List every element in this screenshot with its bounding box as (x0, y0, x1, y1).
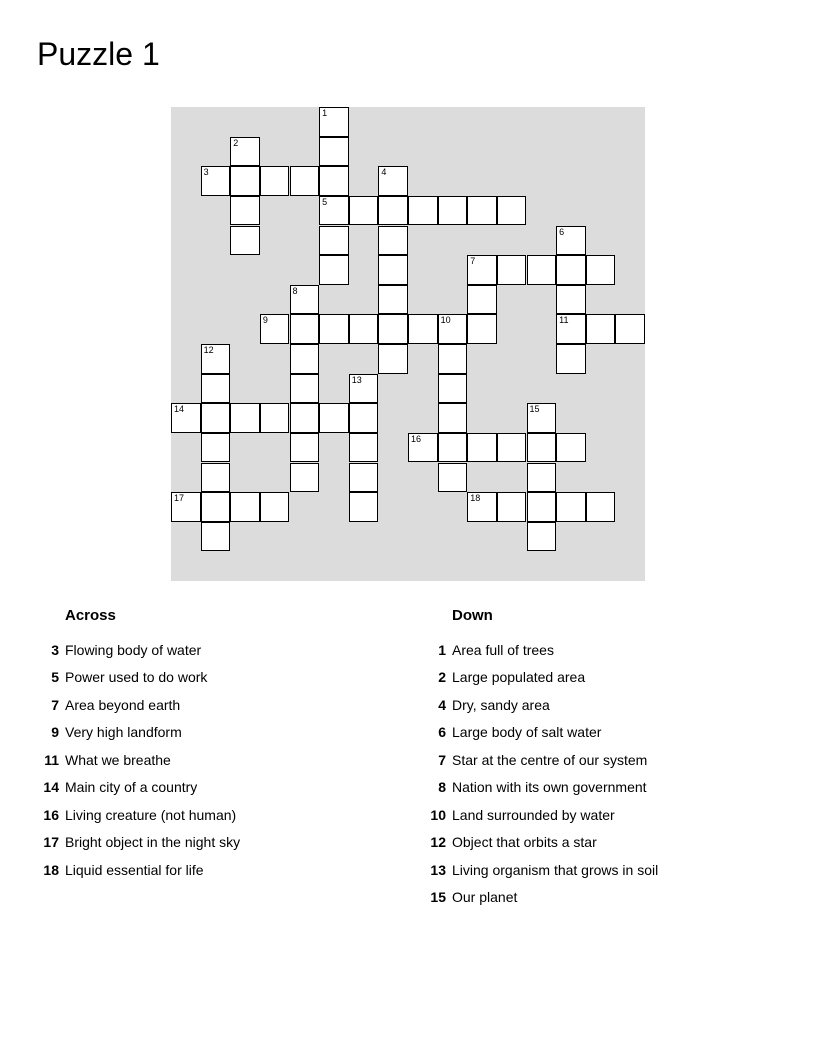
clue-number: 2 (438, 669, 446, 686)
grid-cell[interactable] (260, 403, 290, 433)
clue-text: Main city of a country (65, 779, 198, 796)
clue-item (420, 746, 780, 774)
clue-item (33, 691, 393, 719)
grid-cell[interactable] (378, 344, 408, 374)
cell-number: 8 (292, 285, 298, 296)
grid-cell[interactable] (171, 403, 201, 433)
clue-text: Star at the centre of our system (452, 751, 648, 768)
grid-cell[interactable] (349, 463, 379, 493)
crossword-grid (171, 107, 645, 581)
grid-cell[interactable] (201, 344, 231, 374)
clue-number: 7 (51, 696, 59, 713)
clue-text: Area beyond earth (65, 696, 181, 713)
clue-text: Our planet (452, 889, 518, 906)
grid-cell[interactable] (438, 314, 468, 344)
cell-number: 13 (351, 374, 362, 385)
clue-item (33, 746, 393, 774)
clue-text: Nation with its own government (452, 779, 647, 796)
cell-number: 7 (470, 256, 476, 267)
clue-number: 14 (43, 779, 59, 796)
clue-text: Power used to do work (65, 669, 208, 686)
grid-cell[interactable] (230, 492, 260, 522)
clue-item (420, 829, 780, 857)
page-title: Puzzle 1 (37, 36, 160, 72)
cell-number: 12 (203, 345, 214, 355)
clue-item (420, 884, 780, 912)
clue-text: Living creature (not human) (65, 806, 237, 823)
grid-cell[interactable] (556, 226, 586, 256)
grid-cell[interactable] (586, 255, 616, 285)
cell-number: 2 (233, 137, 239, 148)
across-clue-list (33, 636, 393, 884)
grid-cell[interactable] (201, 433, 231, 463)
cell-number: 1 (322, 108, 328, 118)
grid-cell[interactable] (438, 196, 468, 226)
clue-text: Object that orbits a star (452, 834, 597, 851)
clue-text: Large body of salt water (452, 724, 602, 741)
grid-cell[interactable] (467, 492, 497, 522)
grid-cell[interactable] (171, 492, 201, 522)
cell-number: 18 (470, 493, 481, 504)
grid-cell[interactable] (290, 433, 320, 463)
grid-cell[interactable] (319, 314, 349, 344)
clue-item (420, 664, 780, 692)
cell-number: 6 (559, 226, 565, 237)
clue-item (420, 801, 780, 829)
cell-number: 5 (322, 196, 328, 207)
clue-number: 18 (43, 861, 59, 878)
clue-number: 13 (430, 861, 446, 878)
grid-cell[interactable] (230, 226, 260, 256)
clue-text: Dry, sandy area (452, 696, 550, 713)
grid-cell[interactable] (290, 285, 320, 315)
clue-number: 1 (438, 641, 446, 658)
grid-cell[interactable] (290, 344, 320, 374)
grid-cell[interactable] (527, 463, 557, 493)
grid-cell[interactable] (349, 492, 379, 522)
grid-cell[interactable] (201, 492, 231, 522)
grid-cell[interactable] (290, 463, 320, 493)
clue-item (33, 829, 393, 857)
grid-cell[interactable] (527, 403, 557, 433)
clue-item (420, 636, 780, 664)
grid-cell[interactable] (527, 255, 557, 285)
grid-cell[interactable] (378, 196, 408, 226)
grid-cell[interactable] (201, 522, 231, 552)
cell-number: 16 (411, 433, 422, 444)
clue-number: 12 (430, 834, 446, 851)
grid-cell[interactable] (349, 314, 379, 344)
grid-cell[interactable] (290, 403, 320, 433)
clue-number: 16 (43, 806, 59, 823)
grid-cell[interactable] (378, 314, 408, 344)
clue-item (420, 691, 780, 719)
clue-number: 15 (430, 889, 446, 906)
clue-number: 11 (44, 751, 59, 768)
grid-cell[interactable] (230, 403, 260, 433)
grid-cell[interactable] (556, 492, 586, 522)
grid-cell[interactable] (378, 166, 408, 196)
grid-cell[interactable] (586, 492, 616, 522)
grid-cell[interactable] (290, 374, 320, 404)
grid-cell[interactable] (230, 196, 260, 226)
clue-item (420, 774, 780, 802)
grid-cell[interactable] (260, 492, 290, 522)
cell-number: 9 (262, 315, 268, 326)
clue-text: Very high landform (65, 724, 182, 741)
clue-text: Flowing body of water (65, 641, 202, 658)
clue-text: Large populated area (452, 669, 586, 686)
grid-cell[interactable] (438, 374, 468, 404)
cell-number: 3 (203, 167, 209, 178)
clue-number: 17 (43, 834, 59, 851)
grid-cell[interactable] (438, 433, 468, 463)
grid-cell[interactable] (408, 433, 438, 463)
down-heading: Down (452, 607, 493, 624)
across-clues (33, 604, 393, 884)
clue-number: 5 (51, 669, 59, 686)
clue-item (33, 774, 393, 802)
grid-cell[interactable] (438, 463, 468, 493)
clue-item (33, 636, 393, 664)
grid-cell[interactable] (556, 344, 586, 374)
grid-cell[interactable] (527, 492, 557, 522)
clue-item (33, 719, 393, 747)
across-heading: Across (65, 607, 116, 624)
grid-cell[interactable] (556, 255, 586, 285)
clue-number: 10 (430, 806, 446, 823)
grid-cell[interactable] (290, 314, 320, 344)
clue-text: Area full of trees (452, 641, 554, 658)
grid-cell[interactable] (201, 403, 231, 433)
clue-item (420, 719, 780, 747)
grid-cell[interactable] (497, 433, 527, 463)
grid-cell[interactable] (349, 196, 379, 226)
clue-item (33, 664, 393, 692)
grid-cell[interactable] (497, 492, 527, 522)
grid-cell[interactable] (497, 255, 527, 285)
grid-cell[interactable] (319, 166, 349, 196)
cell-number: 17 (174, 493, 185, 504)
grid-cell[interactable] (349, 403, 379, 433)
grid-cell[interactable] (319, 196, 349, 226)
down-clues (420, 604, 780, 911)
clue-number: 7 (438, 751, 446, 768)
grid-cell[interactable] (319, 107, 349, 137)
clue-number: 8 (438, 779, 446, 796)
grid-cell[interactable] (319, 137, 349, 167)
grid-cell[interactable] (467, 196, 497, 226)
down-clue-list (420, 636, 780, 911)
cell-number: 15 (529, 404, 540, 415)
grid-cell[interactable] (408, 314, 438, 344)
grid-cell[interactable] (201, 166, 231, 196)
grid-cell[interactable] (230, 166, 260, 196)
clue-number: 4 (438, 696, 446, 713)
grid-cell[interactable] (556, 285, 586, 315)
grid-cell[interactable] (467, 314, 497, 344)
grid-cell[interactable] (497, 196, 527, 226)
grid-cell[interactable] (349, 433, 379, 463)
grid-cell[interactable] (556, 314, 586, 344)
clue-text: What we breathe (65, 751, 171, 768)
grid-cell[interactable] (378, 285, 408, 315)
grid-cell[interactable] (527, 433, 557, 463)
clue-item (420, 856, 780, 884)
clue-number: 6 (438, 724, 446, 741)
grid-cell[interactable] (438, 344, 468, 374)
grid-cell[interactable] (408, 196, 438, 226)
grid-cell[interactable] (290, 166, 320, 196)
grid-cell[interactable] (438, 403, 468, 433)
cell-number: 4 (381, 167, 387, 178)
clue-number: 9 (51, 724, 59, 741)
grid-cell[interactable] (319, 403, 349, 433)
grid-cell[interactable] (556, 433, 586, 463)
cell-number: 10 (440, 315, 451, 326)
grid-cell[interactable] (615, 314, 645, 344)
grid-cell[interactable] (319, 255, 349, 285)
grid-cell[interactable] (201, 463, 231, 493)
clue-text: Living organism that grows in soil (452, 861, 659, 878)
grid-cell[interactable] (527, 522, 557, 552)
grid-cell[interactable] (260, 166, 290, 196)
grid-cell[interactable] (586, 314, 616, 344)
grid-cell[interactable] (230, 137, 260, 167)
grid-cell[interactable] (319, 226, 349, 256)
grid-cell[interactable] (378, 255, 408, 285)
grid-cell[interactable] (349, 374, 379, 404)
clue-number: 3 (51, 641, 59, 658)
clue-text: Land surrounded by water (452, 806, 615, 823)
grid-cell[interactable] (467, 255, 497, 285)
clue-item (33, 801, 393, 829)
cell-number: 14 (174, 404, 185, 415)
grid-cell[interactable] (467, 433, 497, 463)
cell-number: 11 (559, 315, 569, 326)
grid-cell[interactable] (378, 226, 408, 256)
clue-item (33, 856, 393, 884)
clue-text: Liquid essential for life (65, 861, 204, 878)
clue-text: Bright object in the night sky (65, 834, 241, 851)
grid-cell[interactable] (260, 314, 290, 344)
grid-cell[interactable] (467, 285, 497, 315)
grid-cell[interactable] (201, 374, 231, 404)
